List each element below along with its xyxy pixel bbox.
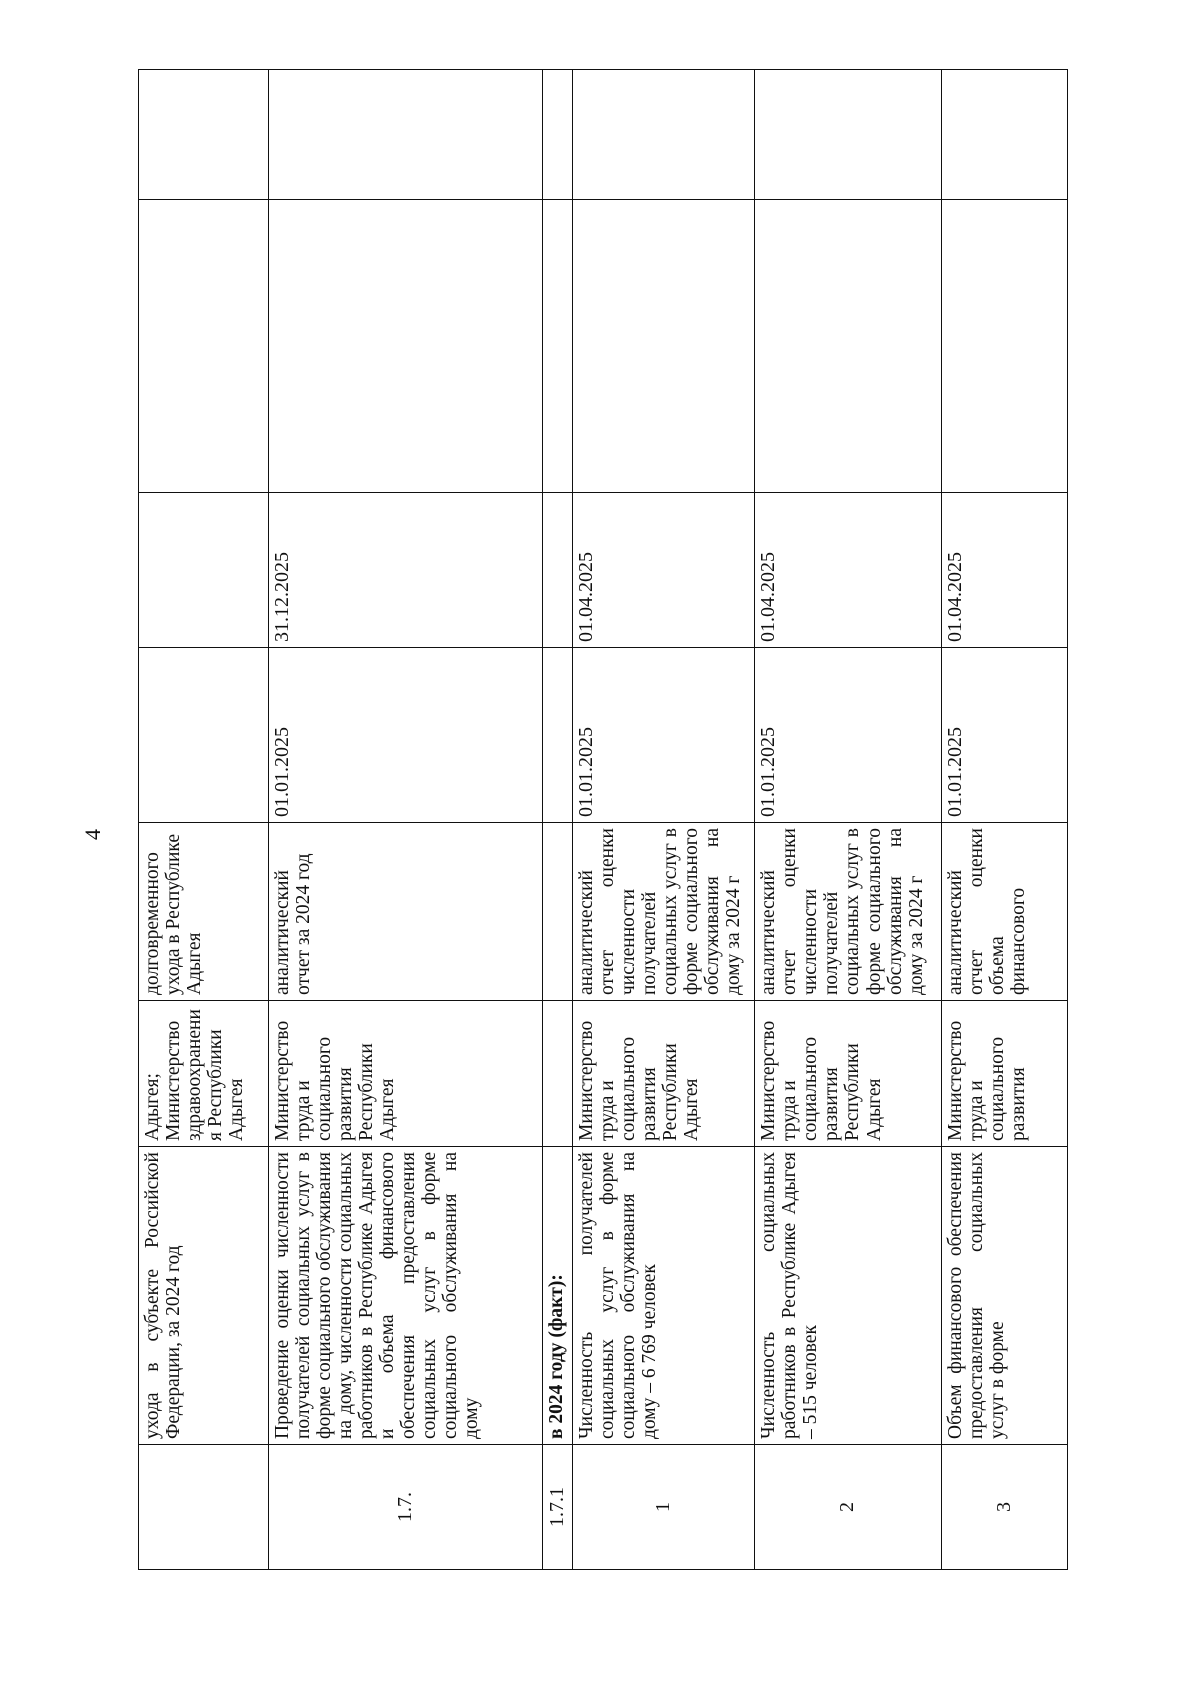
result-cell	[543, 823, 572, 1001]
end-date-cell	[139, 493, 269, 648]
table-row	[543, 70, 572, 1570]
end-date-cell	[543, 493, 572, 648]
responsible-cell: Адыгея; Министерство здравоохранения Республики Адыгея	[139, 1001, 269, 1147]
empty-cell	[755, 70, 942, 200]
result-cell: аналитический отчет за 2024 год	[268, 823, 542, 1001]
event-cell: Объем финансового обеспечения предоставления социальных услуг в форме	[942, 1147, 1068, 1445]
event-cell: Численность социальных работников в Республике Адыгея – 515 человек	[755, 1147, 942, 1445]
result-cell: долговременного ухода в Республике Адыгея	[139, 823, 269, 1001]
end-date-cell: 01.04.2025	[755, 493, 942, 648]
row-number: 1	[572, 1445, 755, 1570]
empty-cell	[942, 70, 1068, 200]
start-date-cell: 01.01.2025	[268, 648, 542, 823]
result-cell: аналитический отчет оценки численности получателей социальных услуг в форме социального обслуживания на дому за 2024 г	[572, 823, 755, 1001]
start-date-cell	[543, 648, 572, 823]
end-date-cell: 01.04.2025	[572, 493, 755, 648]
rotated-table-container	[138, 70, 1068, 1570]
plan-table	[138, 69, 1068, 1570]
empty-cell	[755, 200, 942, 493]
event-cell: в 2024 году (факт):	[543, 1147, 572, 1445]
empty-cell	[139, 70, 269, 200]
table-row	[755, 70, 942, 1570]
event-cell: Проведение оценки численности получателей социальных услуг в форме социального обслуживания на дому, численности социальных работников в Республике Адыгея и объема финансового обеспечения предоставления социальных услуг в форме социального обслуживания на дому	[268, 1147, 542, 1445]
table-row	[268, 70, 542, 1570]
start-date-cell: 01.01.2025	[942, 648, 1068, 823]
result-cell: аналитический отчет оценки численности получателей социальных услуг в форме социального обслуживания на дому за 2024 г	[755, 823, 942, 1001]
responsible-cell: Министерство труда и социального развития Республики Адыгея	[572, 1001, 755, 1147]
row-number	[139, 1445, 269, 1570]
row-number: 2	[755, 1445, 942, 1570]
responsible-cell	[543, 1001, 572, 1147]
row-number: 1.7.1	[543, 1445, 572, 1570]
start-date-cell	[139, 648, 269, 823]
start-date-cell: 01.01.2025	[755, 648, 942, 823]
empty-cell	[268, 70, 542, 200]
responsible-cell: Министерство труда и социального развития Республики Адыгея	[268, 1001, 542, 1147]
empty-cell	[543, 200, 572, 493]
table-row	[139, 70, 269, 1570]
result-cell: аналитический отчет оценки объема финансового	[942, 823, 1068, 1001]
event-cell: Численность получателей социальных услуг в форме социального обслуживания на дому – 6 769 человек	[572, 1147, 755, 1445]
table-row	[942, 70, 1068, 1570]
end-date-cell: 31.12.2025	[268, 493, 542, 648]
empty-cell	[139, 200, 269, 493]
responsible-cell: Министерство труда и социального развития Республики Адыгея	[755, 1001, 942, 1147]
start-date-cell: 01.01.2025	[572, 648, 755, 823]
row-number: 3	[942, 1445, 1068, 1570]
empty-cell	[543, 70, 572, 200]
empty-cell	[572, 200, 755, 493]
empty-cell	[572, 70, 755, 200]
row-number: 1.7.	[268, 1445, 542, 1570]
page-number: 4	[80, 829, 105, 840]
end-date-cell: 01.04.2025	[942, 493, 1068, 648]
responsible-cell: Министерство труда и социального развития	[942, 1001, 1068, 1147]
table-row	[572, 70, 755, 1570]
event-cell: ухода в субъекте Российской Федерации, за 2024 год	[139, 1147, 269, 1445]
empty-cell	[268, 200, 542, 493]
empty-cell	[942, 200, 1068, 493]
